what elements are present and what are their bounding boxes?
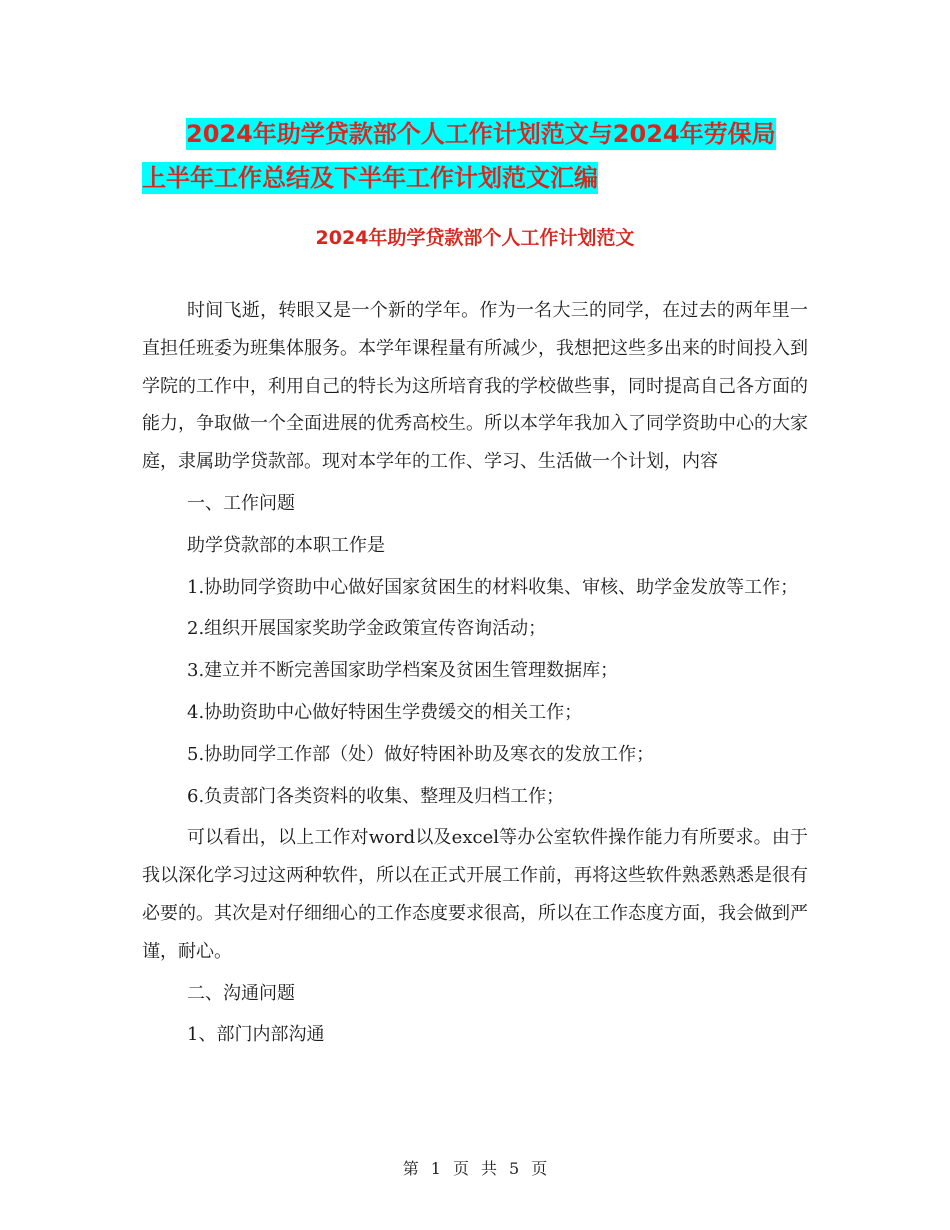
footer-page-label: 第 (402, 1159, 419, 1178)
document-title (142, 112, 822, 200)
paragraph-duties-intro: 助学贷款部的本职工作是 (187, 534, 385, 556)
footer-page-current: 1 (430, 1159, 441, 1178)
paragraph-software-skills: 可以看出，以上工作对word以及excel等办公室软件操作能力有所要求。由于我以深化学习过这两种软件，所以在正式开展工作前，再将这些软件熟悉熟悉是很有必要的。其次是对仔细细心的工作态度要求很高，所以在工作态度方面，我会做到严谨，耐心。 (142, 827, 808, 962)
document-title-line-1: 2024年助学贷款部个人工作计划范文与2024年劳保局 (186, 120, 776, 148)
footer-page-total: 5 (509, 1159, 520, 1178)
footer-total-label: 共 (481, 1159, 498, 1178)
page-footer (0, 1156, 950, 1179)
list-item-5: 5.协助同学工作部（处）做好特困补助及寒衣的发放工作； (187, 743, 655, 765)
document-title-line-2: 上半年工作总结及下半年工作计划范文汇编 (142, 164, 598, 192)
footer-total-unit: 页 (531, 1159, 548, 1178)
list-item-1: 1.协助同学资助中心做好国家贫困生的材料收集、审核、助学金发放等工作； (187, 576, 799, 598)
list-item-6: 6.负责部门各类资料的收集、整理及归档工作； (187, 785, 565, 807)
heading-work-issues: 一、工作问题 (187, 492, 295, 514)
list-item-4: 4.协助资助中心做好特困生学费缓交的相关工作； (187, 701, 583, 723)
list-item-3: 3.建立并不断完善国家助学档案及贫困生管理数据库； (187, 660, 619, 682)
heading-communication: 二、沟通问题 (187, 982, 295, 1004)
paragraph-intro: 时间飞逝，转眼又是一个新的学年。作为一名大三的同学，在过去的两年里一直担任班委为班集体服务。本学年课程量有所减少，我想把这些多出来的时间投入到学院的工作中，利用自己的特长为这所培育我的学校做些事，同时提高自己各方面的能力，争取做一个全面进展的优秀高校生。所以本学年我加入了同学资助中心的大家庭，隶属助学贷款部。现对本学年的工作、学习、生活做一个计划，内容 (142, 300, 808, 473)
subheading-internal-communication: 1、部门内部沟通 (187, 1024, 325, 1046)
section-title: 2024年助学贷款部个人工作计划范文 (315, 227, 635, 249)
list-item-2: 2.组织开展国家奖助学金政策宣传咨询活动； (187, 618, 547, 640)
footer-page-unit: 页 (452, 1159, 469, 1178)
document-body (142, 292, 808, 1054)
